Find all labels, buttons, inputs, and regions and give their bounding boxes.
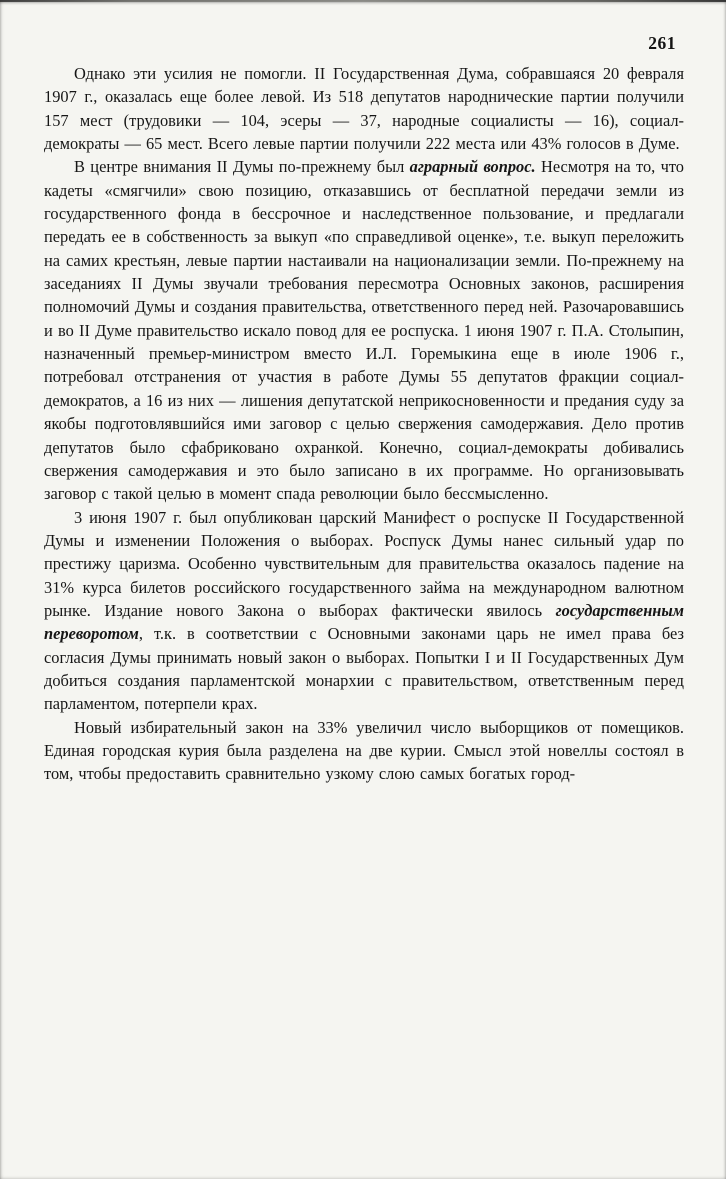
- body-text: 3 июня 1907 г. был опубликован царский Манифест о роспуске II Государственной Думы и изменении Положения о выборах. Роспуск Думы нанес сильный удар по престижу царизма. Особенно чувствительным для правительства оказалось падение на 31% курса билетов российского государственного займа на международном валютном рынке. Издание нового Закона о выборах фактически явилось: [44, 507, 684, 620]
- body-text: Несмотря на то, что кадеты «смягчили» свою позицию, отказавшись от бесплатной передачи земли из государственного фонда в бессрочное и наследственное пользование, и предлагали передать ее в собственность за выкуп «по справедливой оценке», т.е. выкуп переложить на самих крестьян, левые партии настаивали на национализации земли. По-прежнему на заседаниях II Думы звучали требования пересмотра Основных законов, расширения полномочий Думы и создания правительства, ответственного перед ней. Разочаровавшись и во II Думе правительство искало повод для ее роспуска. 1 июня 1907 г. П.А. Столыпин, назначенный премьер-министром вместо И.Л. Горемыкина еще в июле 1906 г., потребовал отстранения от участия в работе Думы 55 депутатов фракции социал-демократов, а 16 из них — лишения депутатской неприкосновенности и предания суду за якобы подготовлявшийся ими заговор с целью свержения самодержавия. Дело против депутатов было сфабриковано охранкой. Конечно, социал-демократы добивались свержения самодержавия и это было записано в их программе. Но организовывать заговор с такой целью в момент спада революции было бессмысленно.: [44, 157, 685, 504]
- paragraph: [44, 506, 684, 716]
- paragraph: [44, 62, 684, 155]
- body-text: Новый избирательный закон на 33% увеличил число выборщиков от помещиков. Единая городская курия была разделена на две курии. Смысл этой новеллы состоял в том, чтобы предоставить сравнительно узкому слою самых богатых город-: [44, 717, 684, 784]
- page-number: 261: [648, 33, 676, 53]
- body-text: Однако эти усилия не помогли. II Государственная Дума, собравшаяся 20 февраля 1907 г., оказалась еще более левой. Из 518 депутатов народнические партии получили 157 мест (трудовики — 104, эсеры — 37, народные социалисты — 16), социал-демократы — 65 мест. Всего левые партии получили 222 места или 43% голосов в Думе.: [44, 64, 684, 154]
- paragraph: [44, 716, 684, 786]
- body-text: В центре внимания II Думы по-прежнему был: [74, 157, 410, 177]
- text-block: [44, 62, 684, 786]
- scan-edge-artifact: [0, 0, 726, 2]
- paragraph: [44, 155, 684, 505]
- emphasized-text: государственным переворотом: [44, 600, 684, 644]
- emphasized-text: аграрный вопрос.: [409, 157, 536, 177]
- body-text: , т.к. в соответствии с Основными законами царь не имел права без согласия Думы принимать новый закон о выборах. Попытки I и II Государственных Дум добиться создания парламентской монархии с правительством, ответственным перед парламентом, потерпели крах.: [44, 624, 684, 714]
